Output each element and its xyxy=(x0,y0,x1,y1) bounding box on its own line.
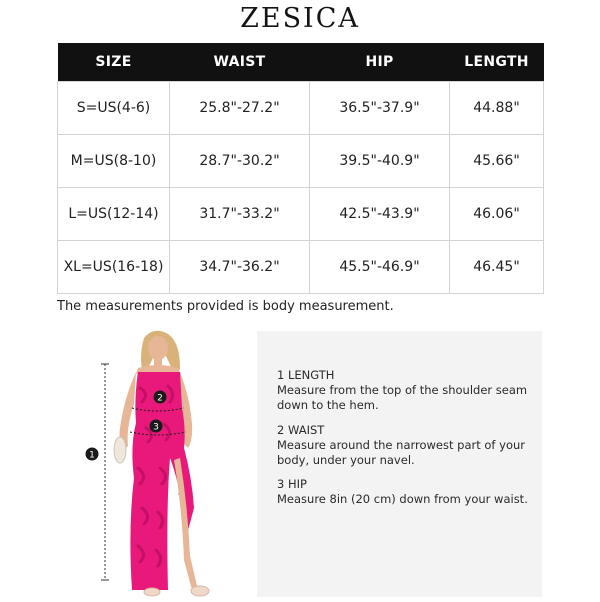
header-length: LENGTH xyxy=(450,43,544,82)
table-row xyxy=(58,241,544,294)
cell-hip: 36.5"-37.9" xyxy=(310,82,450,135)
cell-size: M=US(8-10) xyxy=(58,135,170,188)
size-chart-table xyxy=(57,43,544,294)
cell-waist: 31.7"-33.2" xyxy=(170,188,310,241)
guide-waist xyxy=(277,423,537,468)
guide-waist-title: 2 WAIST xyxy=(277,423,325,437)
guide-length-description: Measure from the top of the shoulder seam down to the hem. xyxy=(277,383,528,412)
cell-size: XL=US(16-18) xyxy=(58,241,170,294)
table-row xyxy=(58,135,544,188)
guide-hip-description: Measure 8in (20 cm) down from your waist. xyxy=(277,492,528,506)
marker-1-label: 1 xyxy=(89,450,95,461)
measurement-guide-panel xyxy=(257,331,542,597)
guide-hip xyxy=(277,477,537,507)
cell-size: L=US(12-14) xyxy=(58,188,170,241)
cell-size: S=US(4-6) xyxy=(58,82,170,135)
cell-waist: 28.7"-30.2" xyxy=(170,135,310,188)
guide-waist-description: Measure around the narrowest part of your body, under your navel. xyxy=(277,438,525,467)
cell-hip: 45.5"-46.9" xyxy=(310,241,450,294)
marker-3-label: 3 xyxy=(153,422,159,433)
model-illustration xyxy=(80,328,240,598)
guide-length xyxy=(277,368,537,413)
face-shape xyxy=(148,336,168,360)
table-row xyxy=(58,188,544,241)
guide-hip-title: 3 HIP xyxy=(277,477,307,491)
brand-logo: ZESICA xyxy=(240,2,360,34)
header-size: SIZE xyxy=(58,43,170,82)
neck-shape xyxy=(154,358,162,366)
cell-waist: 34.7"-36.2" xyxy=(170,241,310,294)
right-shoe xyxy=(191,586,209,596)
header-hip: HIP xyxy=(310,43,450,82)
marker-2-label: 2 xyxy=(157,393,163,404)
cell-length: 46.06" xyxy=(450,188,544,241)
cell-waist: 25.8"-27.2" xyxy=(170,82,310,135)
clutch-bag xyxy=(114,437,126,463)
cell-length: 44.88" xyxy=(450,82,544,135)
cell-hip: 42.5"-43.9" xyxy=(310,188,450,241)
guide-length-title: 1 LENGTH xyxy=(277,368,335,382)
cell-length: 46.45" xyxy=(450,241,544,294)
cell-hip: 39.5"-40.9" xyxy=(310,135,450,188)
model-figure xyxy=(80,328,240,598)
header-waist: WAIST xyxy=(170,43,310,82)
table-row xyxy=(58,82,544,135)
measurement-note: The measurements provided is body measurement. xyxy=(57,299,394,314)
table-header-row xyxy=(58,43,544,82)
left-shoe xyxy=(144,588,160,596)
cell-length: 45.66" xyxy=(450,135,544,188)
